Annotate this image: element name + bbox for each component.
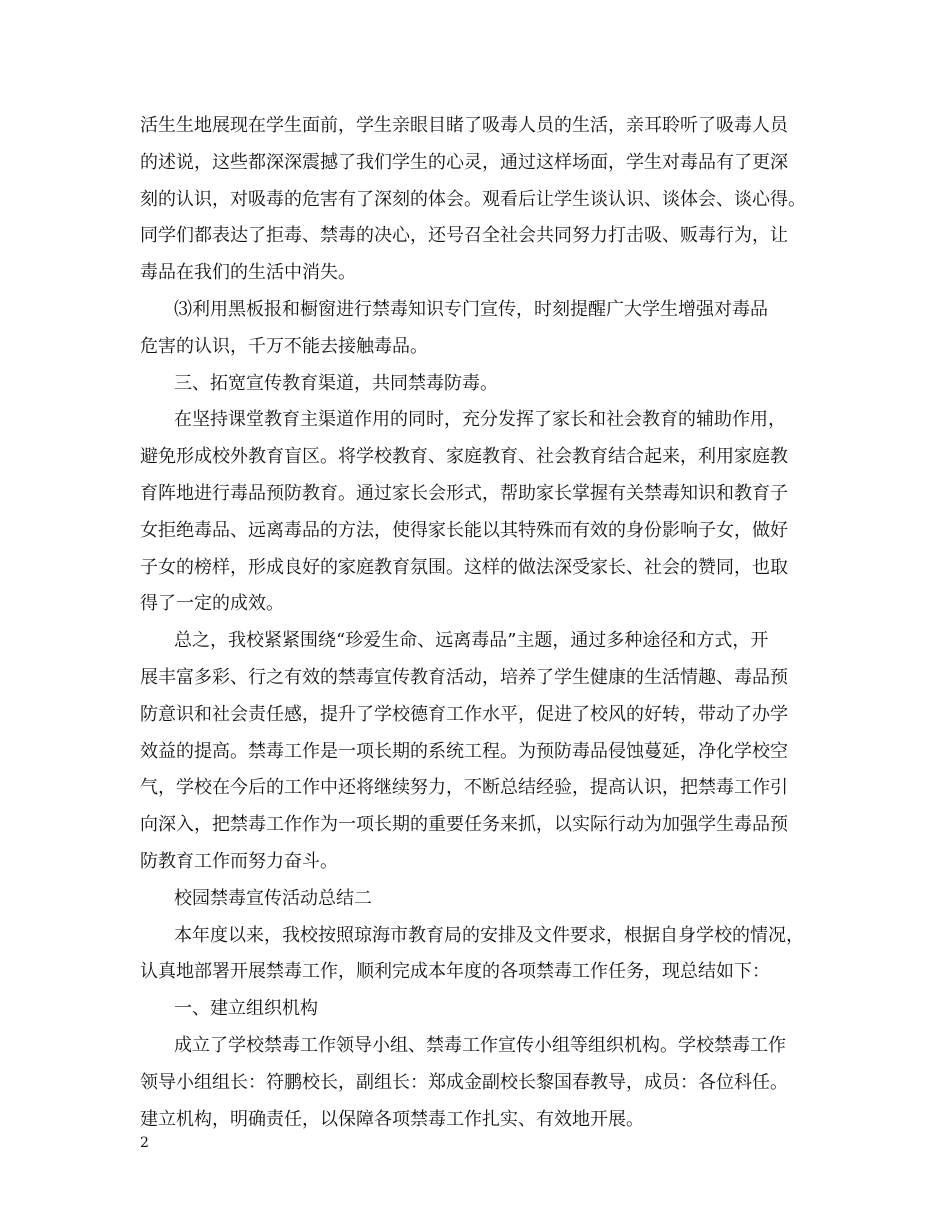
text-line: 危害的认识，千万不能去接触毒品。 [140,335,428,357]
document-subtitle: 校园禁毒宣传活动总结二 [174,887,372,909]
text-line: 毒品在我们的生活中消失。 [140,262,356,284]
text-line: 同学们都表达了拒毒、禁毒的决心，还号召全社会共同努力打击吸、贩毒行为，让 [140,225,788,247]
text-line: 女拒绝毒品、远离毒品的方法，使得家长能以其特殊而有效的身份影响子女，做好 [140,519,788,541]
text-line: 领导小组组长：符鹏校长，副组长：郑成金副校长黎国春教导，成员：各位科任。 [140,1071,788,1093]
text-line: 得了一定的成效。 [140,593,284,615]
text-line: 气，学校在今后的工作中还将继续努力，不断总结经验，提高认识，把禁毒工作引 [140,777,788,799]
paragraph-start-line: 成立了学校禁毒工作领导小组、禁毒工作宣传小组等组织机构。学校禁毒工作 [174,1034,786,1056]
text-line: 刻的认识，对吸毒的危害有了深刻的体会。观看后让学生谈认识、谈体会、谈心得。 [140,188,806,210]
body-text [140,108,820,1138]
paragraph-start-line: 总之，我校紧紧围绕“珍爱生命、远离毒品”主题，通过多种途径和方式，开 [174,630,769,652]
text-line: 认真地部署开展禁毒工作，顺利完成本年度的各项禁毒工作任务，现总结如下： [140,961,770,983]
text-line: 向深入，把禁毒工作作为一项长期的重要任务来抓，以实际行动为加强学生毒品预 [140,814,788,836]
section-heading: 三、拓宽宣传教育渠道，共同禁毒防毒。 [174,372,498,394]
text-line: 防意识和社会责任感，提升了学校德育工作水平，促进了校风的好转，带动了办学 [140,703,788,725]
text-line: 建立机构，明确责任，以保障各项禁毒工作扎实、有效地开展。 [140,1108,644,1130]
page-number: 2 [140,1135,149,1151]
paragraph-start-line: ⑶利用黑板报和橱窗进行禁毒知识专门宣传，时刻提醒广大学生增强对毒品 [174,298,768,320]
paragraph-start-line: 在坚持课堂教育主渠道作用的同时，充分发挥了家长和社会教育的辅助作用， [174,409,786,431]
text-line: 效益的提高。禁毒工作是一项长期的系统工程。为预防毒品侵蚀蔓延，净化学校空 [140,740,788,762]
text-line: 展丰富多彩、行之有效的禁毒宣传教育活动，培养了学生健康的生活情趣、毒品预 [140,666,788,688]
text-line: 防教育工作而努力奋斗。 [140,850,338,872]
text-line: 活生生地展现在学生面前，学生亲眼目睹了吸毒人员的生活，亲耳聆听了吸毒人员 [140,115,788,136]
section-heading: 一、建立组织机构 [174,998,318,1020]
text-line: 子女的榜样，形成良好的家庭教育氛围。这样的做法深受家长、社会的赞同，也取 [140,556,788,578]
paragraph-start-line: 本年度以来，我校按照琼海市教育局的安排及文件要求，根据自身学校的情况， [174,924,804,946]
text-line: 育阵地进行毒品预防教育。通过家长会形式，帮助家长掌握有关禁毒知识和教育子 [140,482,788,504]
text-line: 避免形成校外教育盲区。将学校教育、家庭教育、社会教育结合起来，利用家庭教 [140,446,788,468]
text-line: 的述说，这些都深深震撼了我们学生的心灵，通过这样场面，学生对毒品有了更深 [140,151,788,173]
